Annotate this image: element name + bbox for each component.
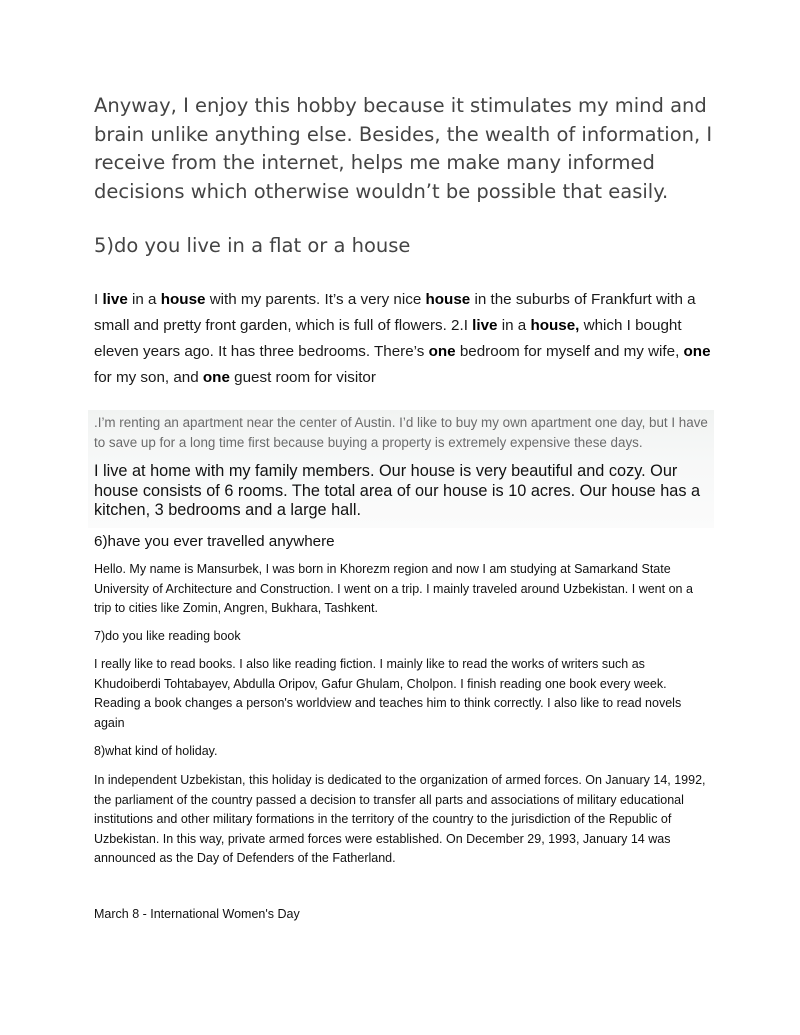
question-7-heading: 7)do you like reading book bbox=[94, 629, 241, 643]
bold-word: one bbox=[683, 343, 711, 360]
text-run: bedroom for myself and my wife, bbox=[455, 343, 684, 360]
reading-paragraph: I really like to read books. I also like reading fiction. I mainly like to read the works of writers such as Khudoiberdi Tohtabayev, Abdulla Oripov, Gafur Ghulam, Cholpon. I finish reading one book every week. Reading a book changes a person's worldview and teaches him to think correctly. I also like to read novels again bbox=[94, 657, 682, 730]
question-6-heading: 6)have you ever travelled anywhere bbox=[94, 533, 335, 550]
text-run: in the suburbs of Frankfurt with a small and pretty front garden, which is full of flowers. 2.I bbox=[94, 291, 696, 334]
text-run: which I bought eleven years ago. It has three bedrooms. There’s bbox=[94, 317, 682, 360]
bold-word: house bbox=[160, 291, 206, 308]
march-8-line: March 8 - International Women's Day bbox=[94, 907, 300, 921]
holiday-paragraph: In independent Uzbekistan, this holiday is dedicated to the organization of armed forces. On January 14, 1992, the parliament of the country passed a decision to transfer all parts and associations of military educational institutions and other military formations in the territory of the country to the jurisdiction of the Republic of Uzbekistan. In this way, private armed forces were established. On December 29, 1993, January 14 was announced as the Day of Defenders of the Fatherland. bbox=[94, 773, 706, 865]
hobby-paragraph: Anyway, I enjoy this hobby because it stimulates my mind and brain unlike anything else. Besides, the wealth of information, I receive from the internet, helps me make many informed decisions which otherwise wouldn’t be possible that easily. bbox=[94, 94, 713, 204]
text-run: guest room for visitor bbox=[229, 369, 376, 386]
bold-word: house bbox=[425, 291, 471, 308]
bold-word: one bbox=[202, 369, 230, 386]
question-8-heading: 8)what kind of holiday. bbox=[94, 744, 218, 758]
bold-word: live bbox=[472, 317, 498, 334]
text-run: with my parents. It’s a very nice bbox=[205, 291, 426, 308]
text-run: in a bbox=[497, 317, 531, 334]
family-home-paragraph: I live at home with my family members. Our house is very beautiful and cozy. Our house consists of 6 rooms. The total area of our house is 10 acres. Our house has a kitchen, 3 bedrooms and a large hall. bbox=[94, 462, 701, 520]
question-5-heading: 5)do you live in a flat or a house bbox=[94, 234, 411, 257]
bold-word: one bbox=[428, 343, 456, 360]
austin-paragraph: .I’m renting an apartment near the center of Austin. I’d like to buy my own apartment one day, but I have to save up for a long time first because buying a property is extremely expensive these days. bbox=[94, 415, 708, 450]
travel-paragraph: Hello. My name is Mansurbek, I was born in Khorezm region and now I am studying at Samarkand State University of Architecture and Construction. I went on a trip. I mainly traveled around Uzbekistan. I went on a trip to cities like Zomin, Angren, Bukhara, Tashkent. bbox=[94, 562, 693, 615]
bold-word: house, bbox=[530, 317, 580, 334]
house-paragraph bbox=[94, 287, 714, 391]
text-run: in a bbox=[127, 291, 161, 308]
text-run: for my son, and bbox=[94, 369, 203, 386]
text-run: I bbox=[94, 291, 103, 308]
bold-word: live bbox=[102, 291, 128, 308]
